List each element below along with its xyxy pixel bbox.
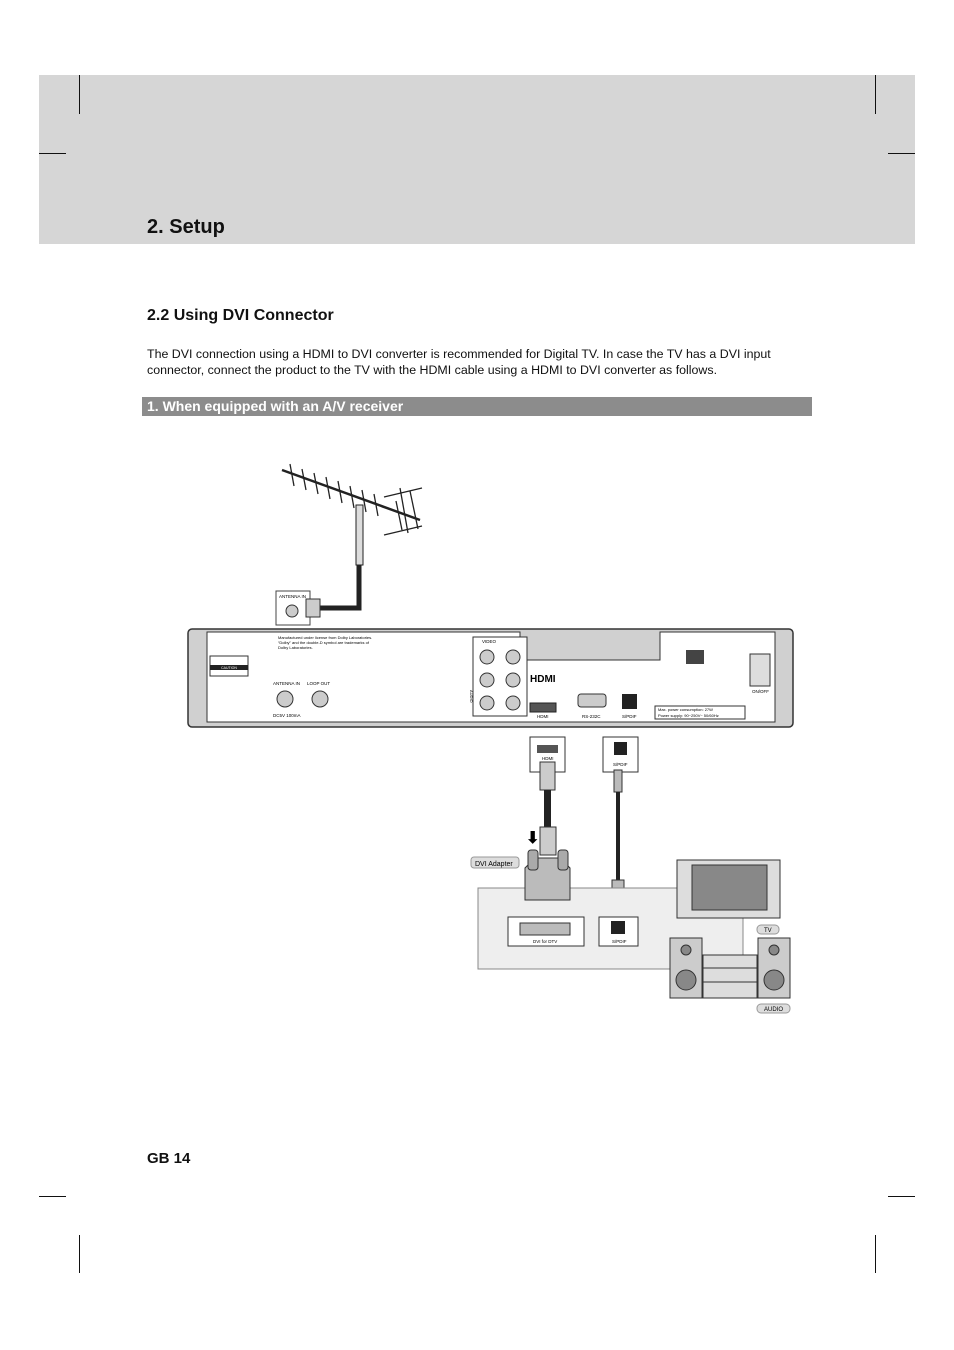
dvi-port-icon (520, 923, 570, 935)
power-cord-socket (686, 650, 704, 664)
adapter-thumbscrew-left (528, 850, 538, 870)
audio-system-label: AUDIO (764, 1007, 784, 1013)
spdif-connector-head (614, 770, 622, 792)
dvi-adapter-label: DVI Adapter (475, 861, 513, 868)
antenna-in-connector (277, 691, 293, 707)
page-number: GB 14 (147, 1150, 191, 1167)
spdif-out-port (622, 694, 637, 709)
dolby-notice-line-2: “Dolby” and the double-D symbol are trademarks of (278, 640, 369, 645)
spdif-cable (616, 792, 620, 880)
hdmi-connector-head (540, 762, 555, 790)
power-supply-text: Power supply: 90~250V~ 50/60Hz (658, 713, 719, 718)
hdmi-cable-label: HDMI (542, 756, 554, 761)
antenna-plug (306, 599, 320, 617)
hdmi-cable (544, 790, 551, 828)
caution-label: CAUTION (221, 666, 237, 670)
dc-power-label: DC5V 100mA (273, 713, 301, 718)
dolby-notice-line-3: Dolby Laboratories. (278, 645, 313, 650)
subsection-title: 1. When equipped with an A/V receiver (147, 398, 404, 414)
arrow-down-icon: ⬇ (526, 830, 540, 847)
loop-out-label: LOOP OUT (307, 681, 331, 686)
spdif-in-label: S/PDIF (612, 939, 627, 944)
intro-paragraph: The DVI connection using a HDMI to DVI converter is recommended for Digital TV. In case the TV has a DVI input connector, connect the product to the TV with the HDMI cable using a HDMI to DVI converter as follows. (147, 347, 771, 377)
spdif-port-label: S/PDIF (622, 714, 637, 719)
spdif-plug-icon (614, 742, 627, 755)
hdmi-logo: HDMI (530, 674, 556, 685)
panel-antenna-in-label: ANTENNA IN (273, 681, 301, 686)
hdmi-port-label: HDMI (537, 714, 549, 719)
hdmi-plug-icon (537, 745, 558, 753)
video-label: VIDEO (482, 639, 497, 644)
rs232c-label: RS-232C (582, 714, 601, 719)
loop-out-connector (312, 691, 328, 707)
adapter-thumbscrew-right (558, 850, 568, 870)
hdmi-out-port (530, 703, 556, 712)
av-connector-block (473, 637, 527, 716)
section-title: 2.2 Using DVI Connector (147, 307, 334, 324)
rs232c-port (578, 694, 606, 707)
onoff-label: ON/OFF (752, 689, 769, 694)
antenna-icon (282, 464, 422, 608)
power-consumption-text: Max. power consumption: 27W (658, 707, 713, 712)
dolby-notice-line-1: Manufactured under license from Dolby Laboratories. (278, 635, 373, 640)
tv-icon (677, 860, 780, 918)
antenna-in-port (286, 605, 298, 617)
spdif-cable-label: S/PDIF (613, 762, 628, 767)
antenna-in-label: ANTENNA IN (279, 594, 307, 599)
spdif-in-port (611, 921, 625, 934)
dvi-for-dtv-label: DVI for DTV (533, 939, 558, 944)
tv-label: TV (764, 928, 772, 934)
audio-label: AUDIO (469, 690, 474, 703)
power-switch (750, 654, 770, 686)
hdmi-to-adapter-plug (540, 827, 556, 855)
chapter-title: 2. Setup (147, 216, 225, 238)
